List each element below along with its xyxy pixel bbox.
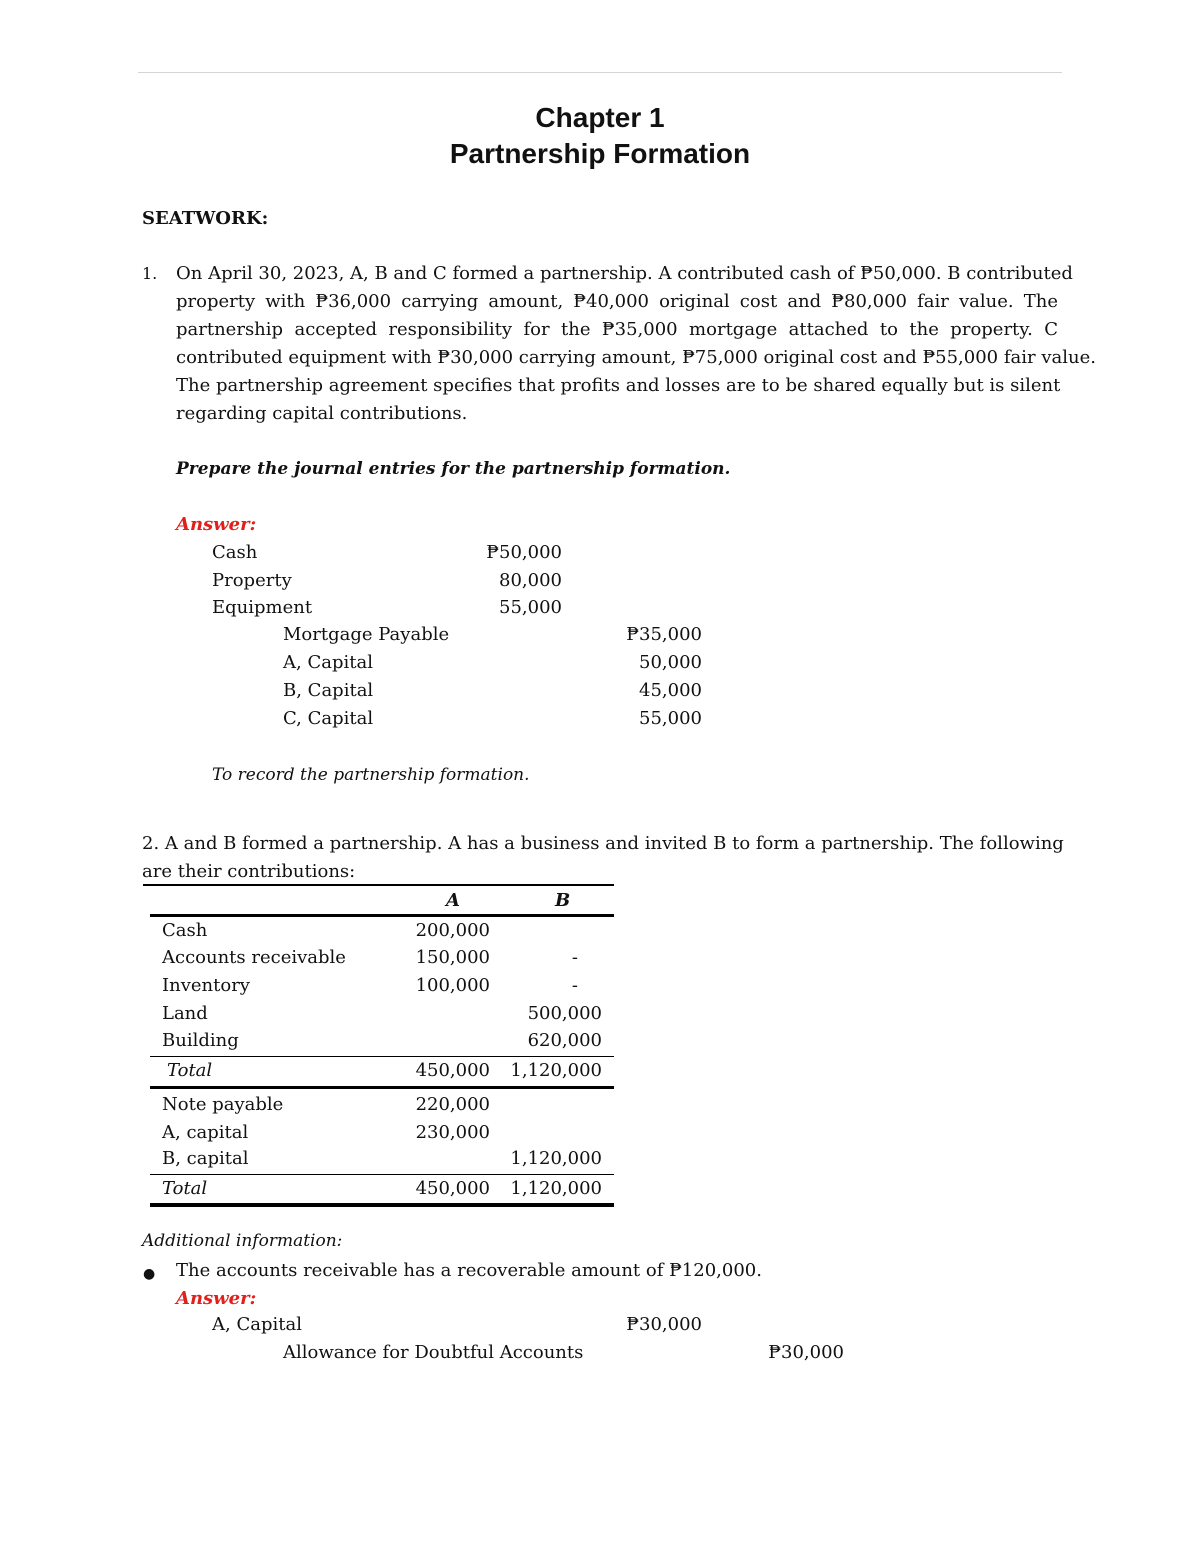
problem2-intro-cont: are their contributions: [142,861,356,882]
table-total-b: 1,120,000 [510,1178,602,1199]
table-row-label: A, capital [162,1122,249,1143]
journal-explanation: To record the partnership formation. [212,765,530,785]
problem1-text [176,260,1096,428]
journal-debit-amount: ₱30,000 [626,1314,702,1335]
table-total-rule [150,1086,614,1089]
journal-debit-account: Property [212,570,292,591]
table-header-rule [150,914,614,917]
journal-debit-amount: ₱50,000 [486,542,562,563]
table-total-a: 450,000 [415,1060,490,1081]
journal-credit-account: A, Capital [283,652,373,673]
table-cell-a: 100,000 [415,975,490,996]
table-row-label: Inventory [162,975,250,996]
journal-debit-amount: 55,000 [499,597,562,618]
problem1-answer-label: Answer: [176,514,257,535]
problem1-line: regarding capital contributions. [176,403,468,424]
table-row-label: Land [162,1003,208,1024]
journal-credit-account: B, Capital [283,680,374,701]
col-header-a: A [446,890,460,911]
table-row-label: B, capital [162,1148,249,1169]
journal-debit-amount: 80,000 [499,570,562,591]
table-cell-b: - [571,975,578,996]
top-rule [138,72,1062,73]
journal-debit-account: Cash [212,542,258,563]
table-cell-b: - [571,947,578,968]
table-row-label: Cash [162,920,208,941]
table-cell-a: 150,000 [415,947,490,968]
journal-credit-amount: 50,000 [639,652,702,673]
table-cell-b: 620,000 [527,1030,602,1051]
table-row-label: Note payable [162,1094,284,1115]
col-header-b: B [555,890,571,911]
problem1-instruction: Prepare the journal entries for the partnership formation. [176,459,731,479]
problem1-line: contributed equipment with ₱30,000 carrying amount, ₱75,000 original cost and ₱55,000 fair value. [176,347,1096,368]
journal-debit-account: Equipment [212,597,313,618]
journal-debit-account: A, Capital [212,1314,302,1335]
journal-credit-account: Mortgage Payable [283,624,450,645]
problem1-line: On April 30, 2023, A, B and C formed a partnership. A contributed cash of ₱50,000. B contributed [176,263,1073,284]
table-cell-b: 1,120,000 [510,1148,602,1169]
problem1-line: partnership accepted responsibility for the ₱35,000 mortgage attached to the property. C [176,319,1058,340]
table-total-label: Total [162,1178,208,1199]
journal-credit-amount: 45,000 [639,680,702,701]
table-subtotal-rule-2 [150,1174,614,1175]
table-bottom-rule [150,1203,614,1207]
table-row-label: Accounts receivable [162,947,346,968]
bullet-icon: ● [143,1266,156,1282]
problem1-line: The partnership agreement specifies that profits and losses are to be shared equally but is silent [176,375,1061,396]
problem1-number: 1. [142,264,158,283]
table-total-a: 450,000 [415,1178,490,1199]
table-cell-a: 200,000 [415,920,490,941]
bullet-text: The accounts receivable has a recoverable amount of ₱120,000. [176,1260,762,1281]
table-row-label: Building [162,1030,239,1051]
journal-credit-amount: 55,000 [639,708,702,729]
table-cell-a: 230,000 [415,1122,490,1143]
table-subtotal-rule [150,1056,614,1057]
journal-credit-account: Allowance for Doubtful Accounts [283,1342,584,1363]
problem2-answer-label: Answer: [176,1288,257,1309]
table-total-b: 1,120,000 [510,1060,602,1081]
journal-credit-amount: ₱35,000 [626,624,702,645]
problem2-intro: 2. A and B formed a partnership. A has a business and invited B to form a partnership. The following [142,833,1064,854]
additional-info-label: Additional information: [142,1231,343,1251]
seatwork-label: SEATWORK: [142,208,269,229]
chapter-title: Chapter 1 [535,102,665,133]
table-cell-a: 220,000 [415,1094,490,1115]
problem1-line: property with ₱36,000 carrying amount, ₱40,000 original cost and ₱80,000 fair value. The [176,291,1058,312]
journal-credit-account: C, Capital [283,708,374,729]
journal-credit-amount: ₱30,000 [768,1342,844,1363]
chapter-topic: Partnership Formation [449,138,751,169]
table-top-rule [143,884,614,886]
table-cell-b: 500,000 [527,1003,602,1024]
table-total-label: Total [167,1060,213,1081]
